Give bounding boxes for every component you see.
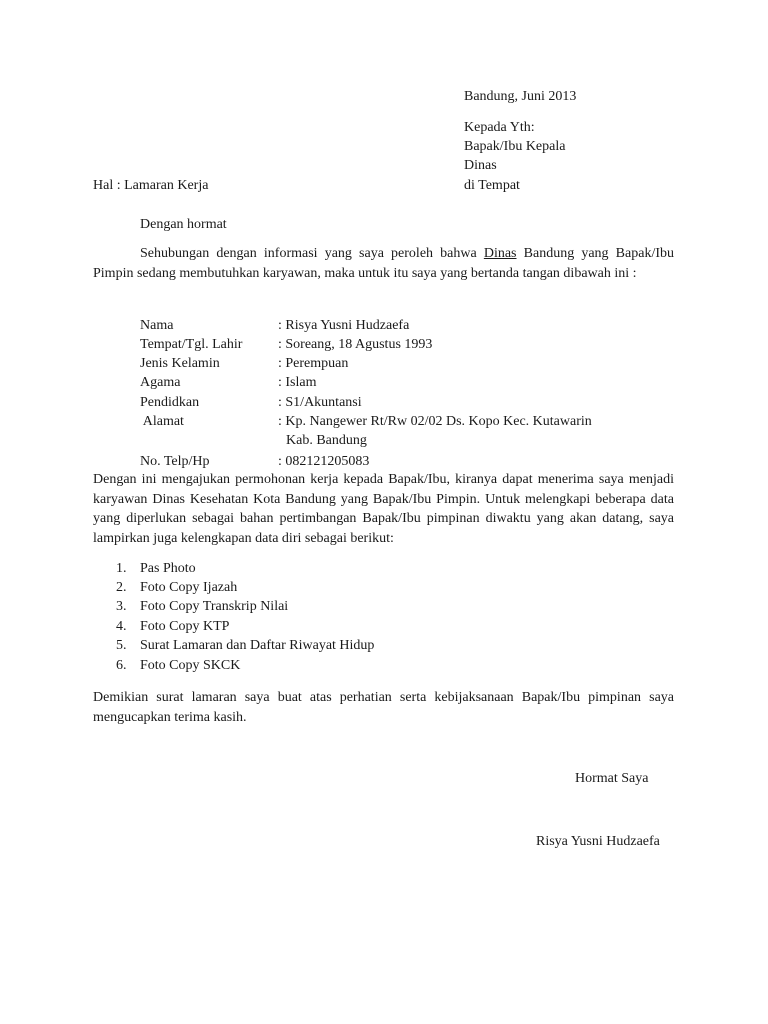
- recipient-line-3: Dinas: [464, 158, 497, 173]
- identity-row: [140, 373, 680, 392]
- signoff: Hormat Saya: [575, 771, 649, 786]
- identity-value: : Islam: [278, 375, 317, 390]
- list-item: [116, 617, 229, 637]
- list-text: Pas Photo: [140, 561, 196, 576]
- identity-value: : Risya Yusni Hudzaefa: [278, 318, 410, 333]
- recipient-line-1: Kepada Yth:: [464, 120, 535, 135]
- intro-text-before: Sehubungan dengan informasi yang saya peroleh bahwa: [140, 246, 484, 261]
- list-number: 3.: [116, 599, 127, 614]
- identity-row: [140, 335, 680, 354]
- identity-value: : S1/Akuntansi: [278, 395, 362, 410]
- identity-value: : Soreang, 18 Agustus 1993: [278, 337, 433, 352]
- list-number: 6.: [116, 658, 127, 673]
- list-number: 2.: [116, 580, 127, 595]
- identity-row: [140, 354, 680, 373]
- identity-value-continued: Kab. Bandung: [286, 433, 367, 448]
- intro-text-after: Bandung yang Bapak/Ibu Pimpin sedang membutuhkan karyawan, maka untuk itu saya yang bertanda tangan dibawah ini :: [93, 246, 674, 281]
- list-item: [116, 578, 237, 598]
- recipient-line-2: Bapak/Ibu Kepala: [464, 139, 566, 154]
- identity-label: Alamat: [140, 414, 184, 429]
- signature-name: Risya Yusni Hudzaefa: [536, 834, 660, 849]
- identity-label: Tempat/Tgl. Lahir: [140, 337, 243, 352]
- list-number: 4.: [116, 619, 127, 634]
- recipient-line-4: di Tempat: [464, 178, 520, 193]
- identity-row: [140, 316, 680, 335]
- identity-value: : 082121205083: [278, 454, 370, 469]
- identity-value: : Perempuan: [278, 356, 349, 371]
- identity-row: [140, 452, 680, 471]
- request-paragraph: Dengan ini mengajukan permohonan kerja kepada Bapak/Ibu, kiranya dapat menerima saya menjadi karyawan Dinas Kesehatan Kota Bandung yang Bapak/Ibu Pimpin. Untuk melengkapi beberapa data yang diperlukan sebagai bahan pertimbangan Bapak/Ibu pimpinan diwaktu yang akan datang, saya lampirkan juga kelengkapan data diri sebagai berikut:: [93, 472, 674, 546]
- list-text: Foto Copy Ijazah: [140, 580, 238, 595]
- list-number: 5.: [116, 638, 127, 653]
- identity-label: Jenis Kelamin: [140, 356, 220, 371]
- identity-label: Pendidkan: [140, 395, 200, 410]
- identity-label: Agama: [140, 375, 181, 390]
- list-item: [116, 636, 374, 656]
- identity-value: : Kp. Nangewer Rt/Rw 02/02 Ds. Kopo Kec. Kutawarin: [278, 414, 592, 429]
- list-number: 1.: [116, 561, 127, 576]
- list-text: Foto Copy Transkrip Nilai: [140, 599, 289, 614]
- closing-paragraph: Demikian surat lamaran saya buat atas perhatian serta kebijaksanaan Bapak/Ibu pimpinan saya mengucapkan terima kasih.: [93, 690, 674, 725]
- identity-row: [140, 412, 680, 450]
- intro-underlined-word: Dinas: [483, 246, 517, 261]
- list-text: Foto Copy SKCK: [140, 658, 241, 673]
- salutation: Dengan hormat: [140, 217, 227, 232]
- list-item: [116, 559, 196, 579]
- intro-paragraph: [93, 244, 674, 283]
- identity-label: Nama: [140, 318, 174, 333]
- list-text: Foto Copy KTP: [140, 619, 230, 634]
- list-item: [116, 597, 288, 617]
- identity-row: [140, 393, 680, 412]
- place-date: Bandung, Juni 2013: [464, 89, 577, 104]
- identity-label: No. Telp/Hp: [140, 454, 210, 469]
- list-text: Surat Lamaran dan Daftar Riwayat Hidup: [140, 638, 375, 653]
- subject-line: Hal : Lamaran Kerja: [93, 178, 209, 193]
- list-item: [116, 656, 240, 676]
